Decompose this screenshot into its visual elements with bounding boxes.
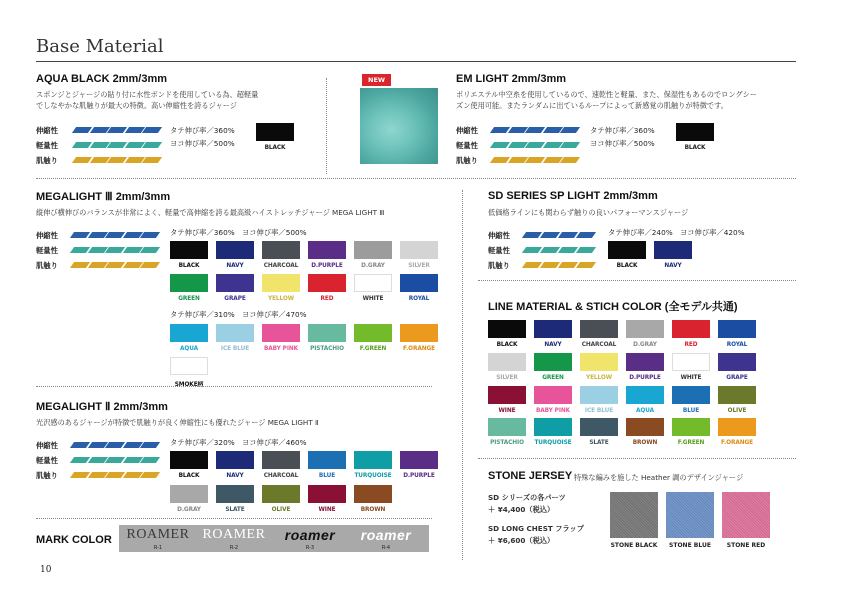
sd-light-bar bbox=[524, 247, 594, 253]
mark-code-r-2: R-2 bbox=[229, 545, 239, 551]
sd-touch-bar bbox=[524, 262, 594, 268]
page-title: Base Material bbox=[36, 36, 164, 57]
divider-right-top bbox=[478, 280, 796, 281]
aqua-label-light: 軽量性 bbox=[36, 141, 58, 150]
ml2-swatch-olive bbox=[262, 485, 300, 513]
ml3-touch-bar bbox=[72, 262, 158, 268]
aqua-description: スポンジとジャージの貼り付に水性ボンドを使用している為、超軽量 でしなやかな肌触りが最大の特徴。高い伸縮性を誇るジャージ bbox=[36, 90, 259, 110]
top-divider-vertical bbox=[326, 78, 327, 174]
em-swatch-black: BLACK bbox=[676, 123, 714, 151]
ml3-chip-silver bbox=[400, 241, 438, 259]
aqua-swatch-black: BLACK bbox=[256, 123, 294, 151]
ml3-stretch-bar bbox=[72, 232, 158, 238]
line-label-aqua: AQUA bbox=[635, 408, 655, 414]
ml2-label-black: BLACK bbox=[178, 473, 200, 479]
new-badge: NEW bbox=[362, 74, 391, 86]
line-swatch-ice-blue bbox=[580, 386, 618, 414]
line-label-red: RED bbox=[684, 342, 698, 348]
line-chip-olive bbox=[718, 386, 756, 404]
em-heading: EM LIGHT 2mm/3mm bbox=[456, 73, 567, 85]
ml3-chip-ice-blue bbox=[216, 324, 254, 342]
stone-line-2: SD LONG CHEST フラップ bbox=[488, 524, 584, 533]
line-swatch-white bbox=[672, 353, 710, 381]
line-label-charcoal: CHARCOAL bbox=[581, 342, 617, 348]
line-label-f-green: F.GREEN bbox=[677, 440, 705, 446]
line-chip-royal bbox=[718, 320, 756, 338]
line-label-baby-pink: BABY PINK bbox=[535, 408, 571, 414]
ml2-stretch-bar bbox=[72, 442, 158, 448]
ml2-label-charcoal: CHARCOAL bbox=[263, 473, 299, 479]
sd-heading: SD SERIES SP LIGHT 2mm/3mm bbox=[488, 190, 658, 202]
line-heading: LINE MATERIAL & STICH COLOR (全モデル共通) bbox=[488, 301, 738, 313]
ml2-swatch-black bbox=[170, 451, 208, 479]
line-chip-black bbox=[488, 320, 526, 338]
stone-heading: STONE JERSEY bbox=[488, 470, 573, 482]
line-swatch-turquoise bbox=[534, 418, 572, 446]
line-swatch-yellow bbox=[580, 353, 618, 381]
ml3-chip-yellow bbox=[262, 274, 300, 292]
ml3-chip-grape bbox=[216, 274, 254, 292]
ml2-label-light: 軽量性 bbox=[36, 456, 58, 465]
line-chip-brown bbox=[626, 418, 664, 436]
line-chip-grape bbox=[718, 353, 756, 371]
ml3-swatch-silver bbox=[400, 241, 438, 269]
ml3-swatch-royal bbox=[400, 274, 438, 302]
ml3-heading: MEGALIGHT Ⅲ 2mm/3mm bbox=[36, 191, 171, 203]
sd-label-black: BLACK bbox=[616, 263, 638, 269]
mark-logo-r-3: roamer bbox=[284, 527, 336, 543]
title-divider bbox=[36, 61, 796, 62]
line-chip-white bbox=[672, 353, 710, 371]
ml3-label-black: BLACK bbox=[178, 263, 200, 269]
ml2-heading: MEGALIGHT Ⅱ 2mm/3mm bbox=[36, 401, 168, 413]
line-swatch-navy bbox=[534, 320, 572, 348]
sd-swatch-navy bbox=[654, 241, 692, 269]
line-chip-red bbox=[672, 320, 710, 338]
line-swatch-green bbox=[534, 353, 572, 381]
sd-rate: タテ伸び率／240% ヨコ伸び率／420% bbox=[608, 228, 745, 237]
ml2-label-brown: BROWN bbox=[360, 507, 386, 513]
stone-chip-stone-red bbox=[722, 492, 770, 538]
line-label-navy: NAVY bbox=[544, 342, 562, 348]
line-swatch-baby-pink bbox=[534, 386, 572, 414]
aqua-label-stretch: 伸縮性 bbox=[36, 126, 58, 135]
mark-code-r-3: R-3 bbox=[305, 545, 315, 551]
line-chip-yellow bbox=[580, 353, 618, 371]
ml3-label-d-purple: D.PURPLE bbox=[311, 263, 343, 269]
aqua-stretch-bar bbox=[74, 127, 160, 133]
line-label-white: WHITE bbox=[680, 375, 702, 381]
line-chip-silver bbox=[488, 353, 526, 371]
ml3-rate-1: タテ伸び率／360% ヨコ伸び率／500% bbox=[170, 228, 307, 237]
mark-logo-r-2: ROAMER bbox=[202, 527, 266, 542]
ml3-swatch-yellow bbox=[262, 274, 300, 302]
stone-chip-stone-blue bbox=[666, 492, 714, 538]
ml3-label-ice-blue: ICE BLUE bbox=[220, 346, 250, 352]
page-number: 10 bbox=[40, 565, 52, 575]
ml3-swatch-d-gray bbox=[354, 241, 392, 269]
ml2-swatch-blue bbox=[308, 451, 346, 479]
line-chip-navy bbox=[534, 320, 572, 338]
line-chip-d-purple bbox=[626, 353, 664, 371]
ml3-label-touch: 肌触り bbox=[36, 261, 58, 270]
line-label-d-gray: D.GRAY bbox=[633, 342, 657, 348]
ml3-label-grape: GRAPE bbox=[224, 296, 246, 302]
ml3-rate-2: タテ伸び率／310% ヨコ伸び率／470% bbox=[170, 310, 307, 319]
line-chip-f-green bbox=[672, 418, 710, 436]
stone-price-2: ＋ ¥6,600（税込） bbox=[488, 536, 555, 545]
ml3-chip-red bbox=[308, 274, 346, 292]
stone-label-stone-blue: STONE BLUE bbox=[669, 542, 711, 549]
ml3-label-d-gray: D.GRAY bbox=[361, 263, 385, 269]
stone-swatch-stone-black bbox=[610, 492, 658, 549]
ml3-description: 縦伸び横伸びのバランスが非常によく、軽量で高伸縮を誇る最高級ハイストレッチジャージ MEGA LIGHT Ⅲ bbox=[36, 208, 385, 217]
em-label-touch: 肌触り bbox=[456, 156, 478, 165]
ml3-swatch-f-orange bbox=[400, 324, 438, 352]
ml3-chip-black bbox=[170, 241, 208, 259]
ml2-chip-charcoal bbox=[262, 451, 300, 469]
em-fabric-photo bbox=[360, 88, 438, 164]
sd-label-stretch: 伸縮性 bbox=[488, 231, 510, 240]
mark-logo-r-1: ROAMER bbox=[126, 527, 190, 542]
sd-swatch-black bbox=[608, 241, 646, 269]
line-chip-wine bbox=[488, 386, 526, 404]
ml2-label-stretch: 伸縮性 bbox=[36, 441, 58, 450]
line-chip-charcoal bbox=[580, 320, 618, 338]
line-swatch-aqua bbox=[626, 386, 664, 414]
line-swatch-grape bbox=[718, 353, 756, 381]
ml3-light-bar bbox=[72, 247, 158, 253]
ml3-label-red: RED bbox=[320, 296, 334, 302]
line-label-brown: BROWN bbox=[632, 440, 658, 446]
ml3-label-yellow: YELLOW bbox=[267, 296, 295, 302]
line-label-black: BLACK bbox=[496, 342, 518, 348]
stone-price-1: ＋ ¥4,400（税込） bbox=[488, 505, 555, 514]
line-label-f-orange: F.ORANGE bbox=[721, 440, 753, 446]
stone-line-1: SD シリーズの各パーツ bbox=[488, 493, 566, 502]
line-label-slate: SLATE bbox=[589, 440, 609, 446]
line-label-yellow: YELLOW bbox=[585, 375, 613, 381]
ml3-chip-pistachio bbox=[308, 324, 346, 342]
line-chip-turquoise bbox=[534, 418, 572, 436]
ml3-label-smoke: SMOKE柄 bbox=[174, 382, 204, 388]
line-swatch-olive bbox=[718, 386, 756, 414]
aqua-light-bar bbox=[74, 142, 160, 148]
divider-left-bottom bbox=[36, 518, 432, 519]
ml2-chip-navy bbox=[216, 451, 254, 469]
stone-chip-stone-black bbox=[610, 492, 658, 538]
ml2-label-d-gray: D.GRAY bbox=[177, 507, 201, 513]
ml2-label-d-purple: D.PURPLE bbox=[403, 473, 435, 479]
ml2-label-olive: OLIVE bbox=[271, 507, 291, 513]
em-description: ポリエステル中空糸を使用しているので、速乾性と軽量、また、保湿性もあるのでロングシー ズン使用可能。またランダムに出ているループによって新感覚の肌触りが特徴です。 bbox=[456, 90, 757, 110]
ml3-chip-baby-pink bbox=[262, 324, 300, 342]
ml2-chip-d-purple bbox=[400, 451, 438, 469]
divider-right-mid bbox=[478, 458, 796, 459]
line-chip-pistachio bbox=[488, 418, 526, 436]
line-swatch-royal bbox=[718, 320, 756, 348]
line-label-pistachio: PISTACHIO bbox=[490, 440, 524, 446]
sd-chip-navy bbox=[654, 241, 692, 259]
sd-description: 低価格ラインにも関わらず触りの良いパフォーマンスジャージ bbox=[488, 208, 689, 217]
ml3-chip-f-orange bbox=[400, 324, 438, 342]
ml3-label-light: 軽量性 bbox=[36, 246, 58, 255]
em-rate-horizontal: ヨコ伸び率／500% bbox=[590, 139, 655, 148]
ml3-label-white: WHITE bbox=[362, 296, 384, 302]
ml3-swatch-f-green bbox=[354, 324, 392, 352]
em-touch-bar bbox=[492, 157, 578, 163]
ml2-chip-blue bbox=[308, 451, 346, 469]
stone-swatch-stone-blue bbox=[666, 492, 714, 549]
ml3-label-charcoal: CHARCOAL bbox=[263, 263, 299, 269]
ml2-swatch-charcoal bbox=[262, 451, 300, 479]
ml3-label-royal: ROYAL bbox=[408, 296, 430, 302]
line-swatch-charcoal bbox=[580, 320, 618, 348]
line-chip-baby-pink bbox=[534, 386, 572, 404]
line-swatch-black bbox=[488, 320, 526, 348]
sd-stretch-bar bbox=[524, 232, 594, 238]
line-swatch-d-gray bbox=[626, 320, 664, 348]
ml2-chip-brown bbox=[354, 485, 392, 503]
ml2-touch-bar bbox=[72, 472, 158, 478]
ml3-swatch-smoke bbox=[170, 357, 208, 388]
ml2-label-wine: WINE bbox=[318, 507, 336, 513]
aqua-touch-bar bbox=[74, 157, 160, 163]
ml2-light-bar bbox=[72, 457, 158, 463]
ml2-chip-turquoise bbox=[354, 451, 392, 469]
stone-label-stone-red: STONE RED bbox=[726, 542, 766, 549]
mark-heading: MARK COLOR bbox=[36, 534, 112, 546]
ml3-swatch-d-purple bbox=[308, 241, 346, 269]
ml3-chip-white bbox=[354, 274, 392, 292]
line-swatch-wine bbox=[488, 386, 526, 414]
ml3-swatch-baby-pink bbox=[262, 324, 300, 352]
ml3-label-stretch: 伸縮性 bbox=[36, 231, 58, 240]
sd-chip-black bbox=[608, 241, 646, 259]
ml2-swatch-wine bbox=[308, 485, 346, 513]
em-label-light: 軽量性 bbox=[456, 141, 478, 150]
ml3-swatch-pistachio bbox=[308, 324, 346, 352]
ml3-label-navy: NAVY bbox=[226, 263, 244, 269]
line-label-wine: WINE bbox=[498, 408, 516, 414]
ml3-label-aqua: AQUA bbox=[179, 346, 199, 352]
ml3-chip-smoke bbox=[170, 357, 208, 375]
ml3-chip-f-green bbox=[354, 324, 392, 342]
stone-label-stone-black: STONE BLACK bbox=[610, 542, 658, 549]
ml2-rate: タテ伸び率／320% ヨコ伸び率／460% bbox=[170, 438, 307, 447]
line-swatch-brown bbox=[626, 418, 664, 446]
ml3-swatch-grape bbox=[216, 274, 254, 302]
ml3-chip-aqua bbox=[170, 324, 208, 342]
ml2-label-slate: SLATE bbox=[225, 507, 245, 513]
column-divider bbox=[462, 190, 463, 560]
aqua-heading: AQUA BLACK 2mm/3mm bbox=[36, 73, 168, 85]
ml2-swatch-navy bbox=[216, 451, 254, 479]
line-swatch-pistachio bbox=[488, 418, 526, 446]
line-swatch-red bbox=[672, 320, 710, 348]
ml2-swatch-d-purple bbox=[400, 451, 438, 479]
line-chip-ice-blue bbox=[580, 386, 618, 404]
sd-label-touch: 肌触り bbox=[488, 261, 510, 270]
stone-subtitle: 特殊な編みを施した Heather 調のデザインジャージ bbox=[574, 473, 744, 482]
line-label-turquoise: TURQUOISE bbox=[534, 440, 572, 446]
em-label-stretch: 伸縮性 bbox=[456, 126, 478, 135]
line-chip-blue bbox=[672, 386, 710, 404]
line-label-blue: BLUE bbox=[682, 408, 700, 414]
ml3-label-f-green: F.GREEN bbox=[359, 346, 387, 352]
ml2-swatch-slate bbox=[216, 485, 254, 513]
line-chip-green bbox=[534, 353, 572, 371]
ml3-label-f-orange: F.ORANGE bbox=[403, 346, 435, 352]
mark-code-r-4: R-4 bbox=[381, 545, 391, 551]
sd-label-light: 軽量性 bbox=[488, 246, 510, 255]
ml2-label-touch: 肌触り bbox=[36, 471, 58, 480]
ml2-label-navy: NAVY bbox=[226, 473, 244, 479]
ml2-swatch-d-gray bbox=[170, 485, 208, 513]
line-label-ice-blue: ICE BLUE bbox=[584, 408, 614, 414]
divider-left-mid bbox=[36, 386, 432, 387]
line-swatch-f-green bbox=[672, 418, 710, 446]
em-light-bar bbox=[492, 142, 578, 148]
line-swatch-silver bbox=[488, 353, 526, 381]
em-stretch-bar bbox=[492, 127, 578, 133]
ml3-label-silver: SILVER bbox=[408, 263, 430, 269]
line-swatch-blue bbox=[672, 386, 710, 414]
ml3-swatch-green bbox=[170, 274, 208, 302]
ml2-swatch-turquoise bbox=[354, 451, 392, 479]
ml3-swatch-charcoal bbox=[262, 241, 300, 269]
ml3-chip-navy bbox=[216, 241, 254, 259]
ml2-chip-slate bbox=[216, 485, 254, 503]
ml3-label-green: GREEN bbox=[178, 296, 200, 302]
line-chip-slate bbox=[580, 418, 618, 436]
line-label-royal: ROYAL bbox=[726, 342, 748, 348]
ml3-chip-d-gray bbox=[354, 241, 392, 259]
ml3-swatch-ice-blue bbox=[216, 324, 254, 352]
ml3-swatch-white bbox=[354, 274, 392, 302]
line-chip-aqua bbox=[626, 386, 664, 404]
ml3-swatch-aqua bbox=[170, 324, 208, 352]
ml3-swatch-red bbox=[308, 274, 346, 302]
ml2-chip-wine bbox=[308, 485, 346, 503]
mark-code-r-1: R-1 bbox=[153, 545, 163, 551]
ml2-chip-black bbox=[170, 451, 208, 469]
em-rate-vertical: タテ伸び率／360% bbox=[590, 126, 655, 135]
line-swatch-d-purple bbox=[626, 353, 664, 381]
ml2-chip-d-gray bbox=[170, 485, 208, 503]
line-label-olive: OLIVE bbox=[727, 408, 747, 414]
line-label-grape: GRAPE bbox=[726, 375, 748, 381]
sd-label-navy: NAVY bbox=[664, 263, 682, 269]
aqua-label-touch: 肌触り bbox=[36, 156, 58, 165]
line-swatch-slate bbox=[580, 418, 618, 446]
ml3-swatch-navy bbox=[216, 241, 254, 269]
ml3-chip-d-purple bbox=[308, 241, 346, 259]
ml3-label-baby-pink: BABY PINK bbox=[263, 346, 299, 352]
mark-logo-r-4: roamer bbox=[360, 527, 412, 543]
aqua-rate-horizontal: ヨコ伸び率／500% bbox=[170, 139, 235, 148]
ml3-chip-green bbox=[170, 274, 208, 292]
ml2-description: 光沢感のあるジャージが特徴で肌触りが良く伸縮性にも優れたジャージ MEGA LIGHT Ⅱ bbox=[36, 418, 319, 427]
ml3-chip-royal bbox=[400, 274, 438, 292]
ml2-chip-olive bbox=[262, 485, 300, 503]
ml3-chip-charcoal bbox=[262, 241, 300, 259]
ml3-swatch-black bbox=[170, 241, 208, 269]
line-label-green: GREEN bbox=[542, 375, 564, 381]
aqua-rate-vertical: タテ伸び率／360% bbox=[170, 126, 235, 135]
line-label-silver: SILVER bbox=[496, 375, 518, 381]
line-chip-d-gray bbox=[626, 320, 664, 338]
stone-swatch-stone-red bbox=[722, 492, 770, 549]
ml2-swatch-brown bbox=[354, 485, 392, 513]
divider-top bbox=[36, 178, 796, 179]
ml2-label-blue: BLUE bbox=[318, 473, 336, 479]
line-swatch-f-orange bbox=[718, 418, 756, 446]
line-label-d-purple: D.PURPLE bbox=[629, 375, 661, 381]
ml2-label-turquoise: TURQUOISE bbox=[354, 473, 392, 479]
ml3-label-pistachio: PISTACHIO bbox=[310, 346, 344, 352]
line-chip-f-orange bbox=[718, 418, 756, 436]
